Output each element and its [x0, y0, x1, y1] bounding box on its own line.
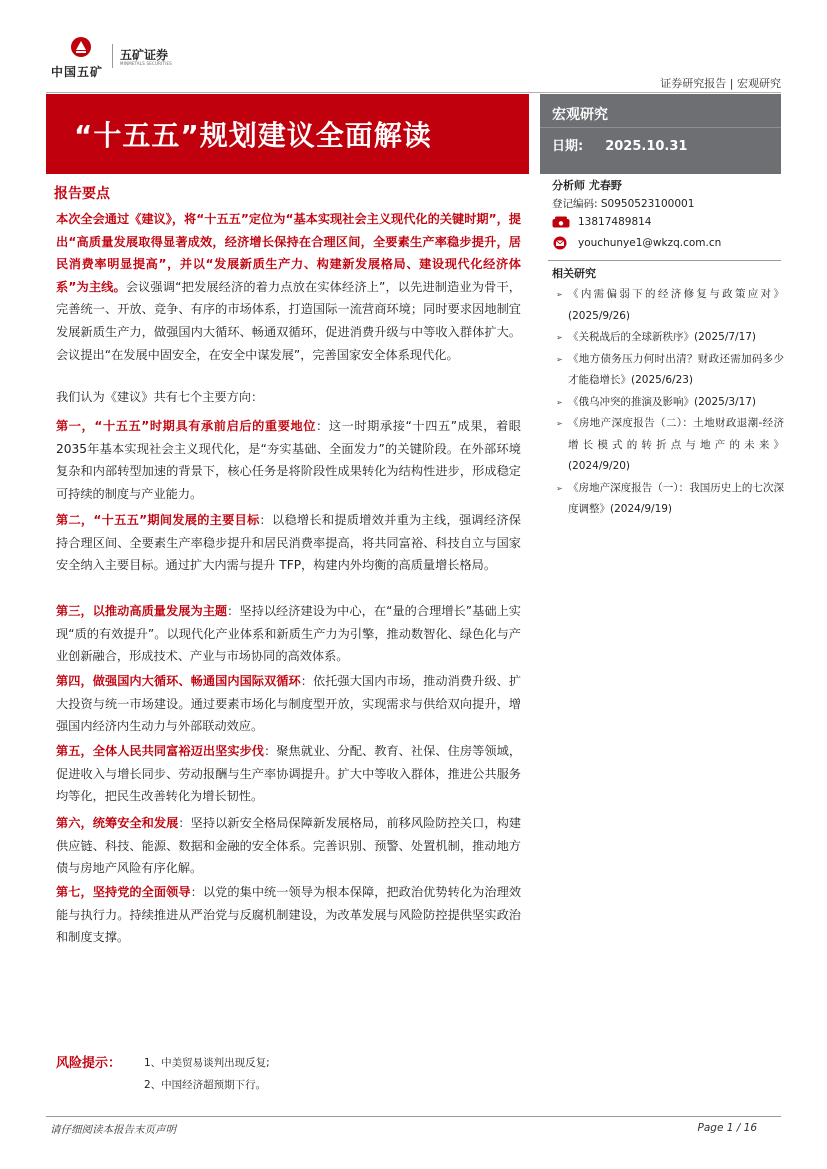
point-4-body: ：依托强大国内市场，推动消费升级、扩大投资与统一市场建设。通过要素市场化与制度型开放，实现需求与供给双向提升，增强国内经济内生动力与外部联动效应。 — [56, 674, 522, 734]
point-7 — [56, 881, 521, 949]
point-6 — [56, 812, 521, 880]
point-6-head: 第六，统筹安全和发展 — [56, 816, 179, 830]
point-1-head: 第一，“十五五”时期具有承前启后的重要地位 — [56, 419, 317, 433]
point-4 — [56, 670, 521, 738]
related-item-text: 《俄乌冲突的推演及影响》(2025/3/17) — [568, 395, 757, 408]
related-item-text: 《房地产深度报告（一）：我国历史上的七次深度调整》(2024/9/19) — [568, 481, 784, 515]
directions-intro: 我们认为《建议》共有七个主要方向： — [56, 390, 264, 404]
point-2-head: 第二，“十五五”期间发展的主要目标 — [56, 513, 260, 527]
banner-divider — [540, 127, 781, 128]
report-title: “十五五”规划建议全面解读 — [74, 119, 432, 152]
related-item[interactable] — [556, 413, 784, 478]
point-5-body: ：聚焦就业、分配、教育、社保、住房等领域，促进收入与增长同步、劳动报酬与生产率协调提升。扩大中等收入群体，推进公共服务均等化，把民生改善转化为增长韧性。 — [56, 744, 522, 804]
risk-label: 风险提示： — [56, 1056, 122, 1071]
point-3 — [56, 600, 521, 668]
analyst-registration: 登记编码: S0950523100001 — [552, 198, 695, 210]
point-1-body: ：这一时期承接“十四五”成果，着眼2035年基本实现社会主义现代化，是“夯实基础、全面发力”的关键阶段。在外部环境复杂和内部转型加速的背景下，核心任务是将阶段性成果转化为结构性进步，形成稳定可持续的制度与产业能力。 — [56, 419, 521, 501]
date-label: 日期: — [552, 139, 584, 154]
point-7-head: 第七，坚持党的全面领导 — [56, 885, 191, 899]
related-rule — [548, 260, 781, 261]
arrow-icon: ➢ — [556, 419, 563, 428]
category-banner — [540, 94, 781, 174]
point-5-head: 第五，全体人民共同富裕迈出坚实步伐 — [56, 744, 265, 758]
date-value: 2025.10.31 — [605, 139, 688, 154]
related-item-text: 《地方债务压力何时出清？财政还需加码多少才能稳增长》(2025/6/23) — [568, 352, 784, 386]
related-list — [556, 284, 784, 521]
footer-rule — [46, 1116, 781, 1117]
analyst-phone: 13817489814 — [578, 216, 652, 228]
related-heading: 相关研究 — [552, 267, 596, 280]
securities-logo-text: 五矿证券 — [120, 48, 169, 62]
point-3-head: 第三，以推动高质量发展为主题 — [56, 604, 228, 618]
point-2-body: ：以稳增长和提质增效并重为主线，强调经济保持合理区间、全要素生产率稳步提升和居民消费率提高，将共同富裕、科技自立与国家安全纳入主要目标。通过扩大内需与提升 TFP，构建内外均衡的高质量增长格局。 — [56, 513, 521, 573]
document-type: 证券研究报告 | 宏观研究 — [660, 77, 781, 90]
point-6-body: ：坚持以新安全格局保障新发展格局，前移风险防控关口，构建供应链、科技、能源、数据和金融的安全体系。完善识别、预警、处置机制，推动地方债与房地产风险有序化解。 — [56, 816, 522, 876]
summary-heading: 报告要点 — [54, 186, 110, 202]
securities-logo-en: MINMETALS SECURITIES — [120, 61, 172, 66]
point-1 — [56, 415, 521, 505]
arrow-icon: ➢ — [556, 333, 563, 342]
related-item[interactable] — [556, 327, 784, 349]
title-banner — [46, 94, 529, 174]
footer-disclaimer: 请仔细阅读本报告末页声明 — [50, 1124, 176, 1136]
related-item-text: 《内需偏弱下的经济修复与政策应对》(2025/9/26) — [568, 288, 784, 322]
summary-paragraph — [56, 208, 521, 366]
related-item[interactable] — [556, 349, 784, 392]
analyst-email[interactable]: youchunye1@wkzq.com.cn — [578, 237, 722, 249]
risk-item: 2、中国经济超预期下行。 — [144, 1079, 267, 1091]
related-item-text: 《关税战后的全球新秩序》(2025/7/17) — [568, 331, 757, 343]
arrow-icon: ➢ — [556, 483, 563, 493]
report-date — [552, 135, 709, 154]
header-rule — [46, 92, 781, 93]
logo-divider — [112, 44, 113, 68]
phone-icon — [552, 216, 570, 228]
arrow-icon: ➢ — [556, 397, 563, 407]
point-5 — [56, 740, 521, 808]
email-icon — [553, 236, 567, 250]
page-number: Page 1 / 16 — [697, 1122, 757, 1134]
arrow-icon: ➢ — [556, 290, 563, 299]
arrow-icon: ➢ — [556, 354, 563, 364]
summary-lead: 本次全会通过《建议》，将“十五五”定位为“基本实现社会主义现代化的关键时期”，提出“高质量发展取得显著成效，经济增长保持在合理区间，全要素生产率稳步提升，居民消费率明显提高”，并以“发展新质生产力、构建新发展格局、建设现代化经济体系”为主线。 — [56, 212, 521, 294]
minmetals-logo-text: 中国五矿 — [51, 65, 104, 79]
risk-item: 1、中美贸易谈判出现反复; — [144, 1057, 270, 1069]
minmetals-emblem-icon — [70, 36, 92, 58]
related-item[interactable] — [556, 392, 784, 414]
point-4-head: 第四，做强国内大循环、畅通国内国际双循环 — [56, 674, 301, 688]
analyst-name: 分析师 尤春野 — [552, 179, 622, 192]
related-item-text: 《房地产深度报告（二）：土地财政退潮-经济增长模式的转折点与地产的未来》(2024/9/20) — [568, 417, 784, 472]
point-3-body: ：坚持以经济建设为中心，在“量的合理增长”基础上实现“质的有效提升”。以现代化产业体系和新质生产力为引擎，推动数智化、绿色化与产业创新融合，形成技术、产业与市场协同的高效体系。 — [56, 604, 521, 664]
related-item[interactable] — [556, 284, 784, 327]
report-category: 宏观研究 — [552, 107, 608, 123]
point-2 — [56, 509, 521, 577]
point-7-body: ：以党的集中统一领导为根本保障，把政治优势转化为治理效能与执行力。持续推进从严治党与反腐机制建设，为改革发展与风险防控提供坚实政治和制度支撑。 — [56, 885, 522, 945]
summary-body: 会议强调“把发展经济的着力点放在实体经济上”，以先进制造业为骨干，完善统一、开放、竞争、有序的市场体系，打造国际一流营商环境；同时要求因地制宜发展新质生产力，做强国内大循环、畅通双循环，促进消费升级与中等收入群体扩大。会议提出“在发展中固安全，在安全中谋发展”，完善国家安全体系现代化。 — [56, 279, 521, 362]
related-item[interactable] — [556, 478, 784, 521]
